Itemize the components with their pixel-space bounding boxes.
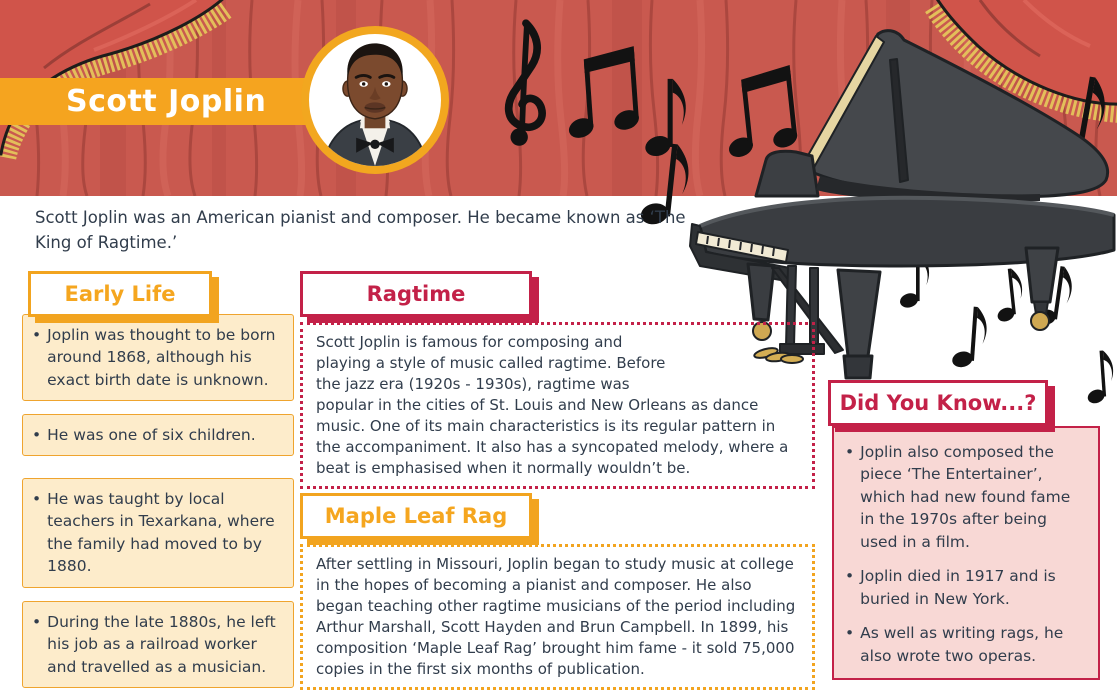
bullet-marker: • (32, 426, 42, 444)
bullet-marker: • (845, 567, 855, 586)
did-you-know-fact: • Joplin died in 1917 and is buried in New York. (845, 565, 1088, 610)
page-title: Scott Joplin (66, 84, 267, 119)
early-life-fact: • During the late 1880s, he left his job as a railroad worker and travelled as a musician. (22, 601, 294, 688)
bullet-marker: • (845, 443, 855, 461)
bullet-marker: • (32, 613, 42, 631)
eighth-note-icon (951, 295, 994, 371)
eighth-note-icon (1080, 341, 1117, 406)
eighth-note-icon (990, 258, 1032, 323)
did-you-know-box (832, 426, 1100, 680)
title-banner (0, 78, 322, 125)
eighth-note-icon (898, 243, 936, 309)
ragtime-text-box (300, 322, 815, 489)
maple-leaf-rag-text-box (300, 544, 815, 690)
bullet-marker: • (32, 490, 42, 508)
did-you-know-heading: Did You Know...? (828, 380, 1048, 426)
did-you-know-fact: • As well as writing rags, he also wrote two operas. (845, 622, 1088, 667)
maple-leaf-rag-body: After settling in Missouri, Joplin began to study music at college in the hopes of becoming a pianist and composer. He also began teaching other ragtime musicians of the period including Arthur Marshall, Scott Hayden and Brun Campbell. In 1899, his composition ‘Maple Leaf Rag’ brought him fame - it sold 75,000 copies in the first six months of publication. (316, 555, 796, 678)
eighth-note-icon (1033, 254, 1083, 331)
early-life-fact: • Joplin was thought to be born around 1868, although his exact birth date is unknown. (22, 314, 294, 401)
early-life-fact: • He was taught by local teachers in Texarkana, where the family had moved to by 1880. (22, 478, 294, 588)
bullet-marker: • (845, 624, 855, 643)
maple-leaf-rag-heading: Maple Leaf Rag (300, 493, 532, 539)
piano-wrap-spacer (681, 332, 799, 378)
ragtime-body: Scott Joplin is famous for composing and playing a style of music called ragtime. Before the jazz era (1920s - 1930s), ragtime was popular in the cities of St. Louis and New Orleans as dance music. One of its main characteristics is its regular pattern in the accompaniment. It also has a syncopated melody, where a beat is emphasised when it normally wouldn’t be. (316, 333, 789, 477)
scott-joplin-portrait (301, 26, 449, 174)
treble-clef-icon (497, 6, 551, 164)
intro-text: Scott Joplin was an American pianist and composer. He became known as ‘The King of Ragtime.’ (35, 208, 686, 252)
portrait-illustration (309, 34, 441, 166)
early-life-fact: • He was one of six children. (22, 414, 294, 456)
beamed-notes-icon (713, 59, 816, 160)
beamed-notes-icon (562, 27, 652, 154)
early-life-heading: Early Life (28, 271, 212, 317)
bullet-marker: • (32, 326, 42, 344)
did-you-know-fact: • Joplin also composed the piece ‘The Entertainer’, which had new found fame in the 1970s after being used in a film. (845, 441, 1088, 553)
ragtime-heading: Ragtime (300, 271, 532, 317)
